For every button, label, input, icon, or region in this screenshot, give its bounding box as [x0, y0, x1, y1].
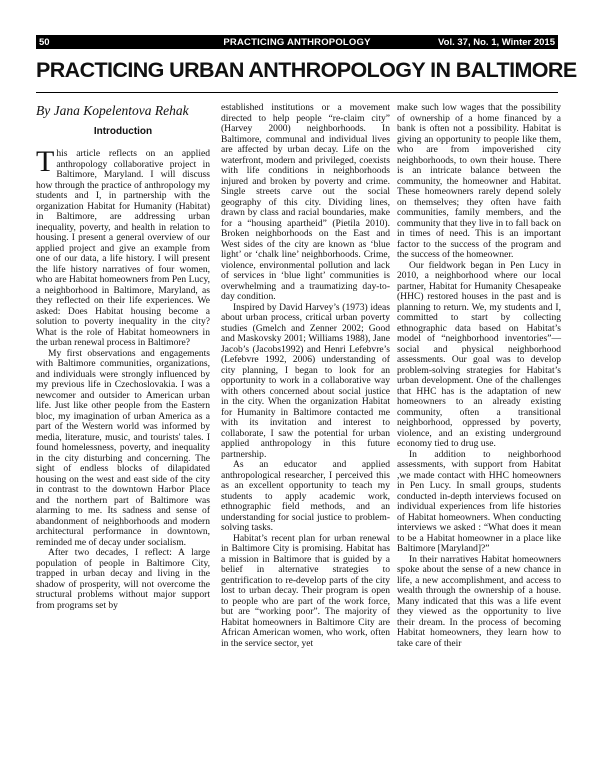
paragraph-text: his article reflects on an applied anthropology collaborative project in Baltimore, Maryland. I will discuss how through the practice of anthropology my students and I, in partnership with the organization Habitat for Humanity (Habitat) in Baltimore, are addressing urban inequality, poverty, and health in relation to housing. I present a general overview of our applied project and give an example from one of our data, a life history. I will present the life history narratives of four women, who are Habitat homeowners from Pen Lucy, a neighborhood in Baltimore, Maryland, as they reflected on their life experiences. We asked: Does Habitat housing become a solution to poverty inequality in the city? What is the role of Habitat homeowners in the urban renewal process in Baltimore?: [36, 148, 210, 348]
column-2: [221, 103, 390, 649]
running-header: [36, 35, 558, 49]
section-heading: Introduction: [93, 126, 153, 137]
paragraph: My first observations and engagements with Baltimore communities, organizations, and individuals were strongly influenced by my previous life in Czechoslovakia. I was a newcomer and outsider to American urban life. Just like other people from the Eastern bloc, my imagination of urban America as a part of the Western world was informed by media, literature, music, and tourists' tales. I found homelessness, poverty, and inequality in the city disturbing and concerning. The sight of endless blocks of dilapidated housing on the west and east side of the city in contrast to the downtown Harbor Place and the northern part of Baltimore was alarming to me. Its sadness and sense of abandonment of neighborhoods and modern architectural performance in downtown, reminded me of decay under socialism.: [36, 347, 210, 548]
paragraph: established institutions or a movement directed to help people “re-claim city” (Harvey 2000) neighborhoods. In Baltimore, communal and individual lives are affected by urban decay. Life on the waterfront, modern and privileged, coexists with life conditions in neighborhoods injured and broken by poverty and crime. Single streets carve out the social geography of this city. Dividing lines, drawn by class and racial boundaries, make for a “housing apartheid” (Pietila 2010). Broken neighborhoods on the East and West sides of the city are known as ‘blue light’ or ‘chalk line’ neighborhoods. Crime, violence, environmental pollution and lack of services in ‘blue light’ communities is overwhelming and a traumatizing day-to-day condition.: [221, 102, 390, 302]
paragraph: make such low wages that the possibility of ownership of a home financed by a bank is often not a possibility. Habitat is giving an opportunity to people like them, who are from impoverished city neighborhoods, to own their house. There is an intricate balance between the community, the homeowner and Habitat. These homeowners rarely depend solely on themselves; they often have faith communities, family members, and the community that they live in to fall back on in times of need. This is an important factor to the success of the program and the success of the homeowner.: [397, 102, 561, 260]
title-rule: [36, 92, 558, 93]
page-number: 50: [39, 36, 50, 48]
paragraph: [36, 145, 210, 349]
paragraph: In addition to neighborhood assessments, with support from Habitat ,we made contact with HHC homeowners in Pen Lucy. In small groups, students conducted in-depth interviews focused on individual experiences from life histories of Habitat homeowners. When conducting interviews we asked : “What does it mean to be a Habitat homeowner in a place like Baltimore [Maryland]?”: [397, 448, 561, 554]
column-1: [36, 103, 210, 611]
paragraph: Our fieldwork began in Pen Lucy in 2010, a neighborhood where our local partner, Habitat for Humanity Chesapeake (HHC) restored houses in the past and is planning to return. We, my students and I, committed to start by collecting ethnographic data based on Habitat’s model of “neighborhood inventories”—social and physical neighborhood assessments. Our goal was to develop problem-solving strategies for Habitat’s urban development. One of the challenges that HHC has is the adaptation of new homeowners to an already existing community, often a transitional neighborhood, oppressed by poverty, violence, and an existing underground economy tied to drug use.: [397, 259, 561, 449]
paragraph: As an educator and applied anthropological researcher, I perceived this as an excellent opportunity to teach my students to apply academic work, ethnographic field methods, and an understanding for social justice to problem-solving tasks.: [221, 459, 390, 533]
paragraph: In their narratives Habitat homeowners spoke about the sense of a new chance in life, a new accomplishment, and access to wealth through the ownership of a house. Many indicated that this was a life event they viewed as the opportunity to live their dream. In the process of becoming Habitat homeowners, they learn how to take care of their: [397, 553, 561, 649]
author-byline: By Jana Kopelentova Rehak: [36, 103, 189, 118]
column-3: [397, 103, 561, 649]
paragraph: Inspired by David Harvey’s (1973) ideas about urban process, critical urban poverty studies (Gmelch and Zenner 2002; Good and Maskovsky 2001; Williams 1988), Jane Jacob’s (Jacobs1992) and Henri Lefebvre’s (Lefebvre 1992, 2006) understanding of city planning, I began to look for an opportunity to work in a collaborative way with others concerned about social justice in the city. When the organization Habitat for Humanity in Baltimore contacted me with its invitation and interest to collaborate, I saw the potential for urban applied anthropology in this future partnership.: [221, 301, 390, 460]
paragraph: Habitat’s recent plan for urban renewal in Baltimore City is promising. Habitat has a mission in Baltimore that is guided by a belief in alternative strategies to gentrification to re-develop parts of the city lost to urban decay. Their program is open to people who are part of the work force, but are “working poor”. The majority of Habitat homeowners in Baltimore City are African American women, who work, often in the service sector, yet: [221, 532, 390, 649]
volume-info: Vol. 37, No. 1, Winter 2015: [438, 36, 555, 48]
paragraph: After two decades, I reflect: A large population of people in Baltimore City, trapped in urban decay and living in the shadow of prosperity, will not overcome the structural problems without major support from programs set by: [36, 547, 210, 611]
drop-cap: T: [36, 145, 55, 178]
article-title: PRACTICING URBAN ANTHROPOLOGY IN BALTIMORE: [36, 58, 577, 82]
journal-name: PRACTICING ANTHROPOLOGY: [223, 36, 371, 48]
